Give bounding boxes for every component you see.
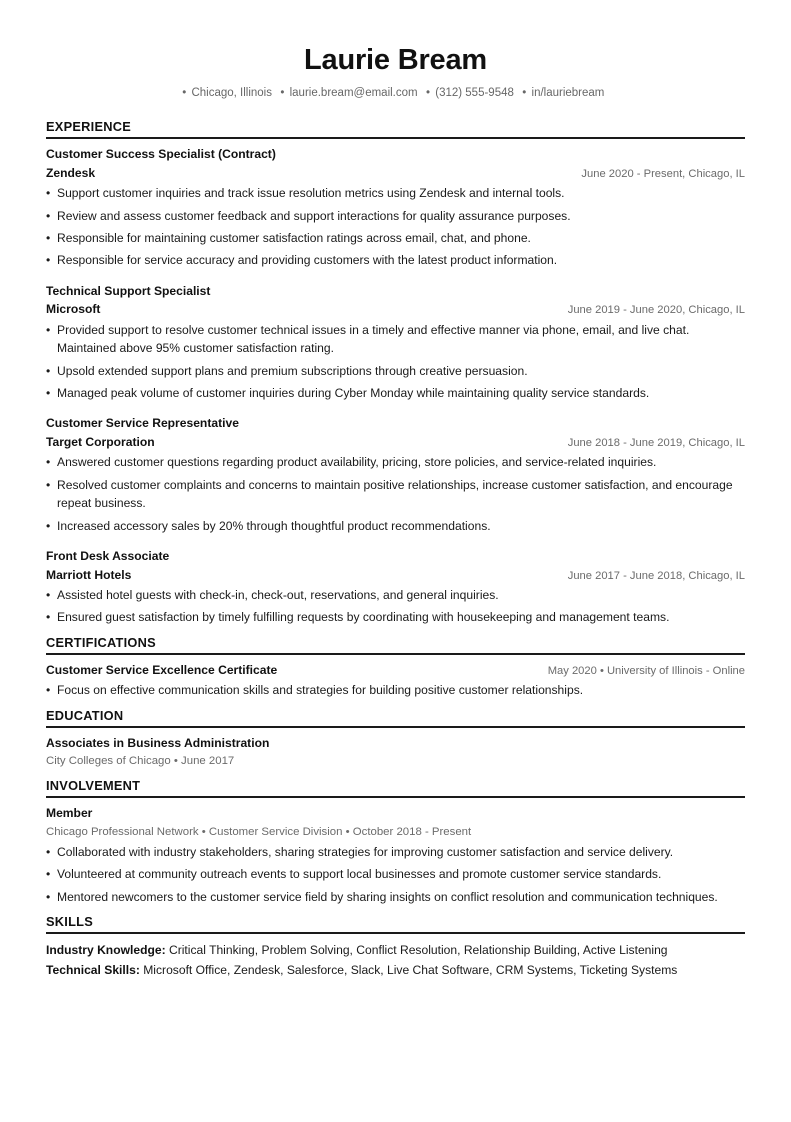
resume-entry — [46, 548, 745, 627]
contact-bullet-icon: • — [182, 87, 190, 100]
contact-bullet-icon: • — [426, 87, 434, 100]
entry-bullet-list — [46, 586, 745, 627]
section-title-certifications: CERTIFICATIONS — [46, 635, 745, 655]
resume-entry — [46, 283, 745, 403]
entry-organization: Target Corporation — [46, 434, 155, 449]
entry-bullet-list — [46, 843, 745, 906]
skill-category-label: Industry Knowledge: — [46, 943, 166, 958]
entry-title: Customer Success Specialist (Contract) — [46, 147, 276, 162]
skill-category-label: Technical Skills: — [46, 962, 140, 977]
bullet-item: • Review and assess customer feedback and support interactions for quality assurance purposes. — [46, 207, 745, 225]
bullet-item: • Focus on effective communication skills and strategies for building positive customer relationships. — [46, 681, 745, 699]
entry-bullet-list — [46, 184, 745, 270]
resume-entry — [46, 146, 745, 270]
skills-lines — [46, 941, 745, 980]
entry-date-location: May 2020 • University of Illinois - Online — [547, 664, 745, 677]
section-experience — [46, 119, 745, 627]
entry-date-location: June 2020 - Present, Chicago, IL — [581, 167, 745, 180]
entry-subtitle: City Colleges of Chicago • June 2017 — [46, 755, 235, 768]
entry-title: Customer Service Representative — [46, 416, 239, 431]
section-skills — [46, 914, 745, 980]
entry-bullet-list — [46, 681, 745, 699]
resume-entry — [46, 415, 745, 535]
education-entries — [46, 735, 745, 771]
bullet-item: • Assisted hotel guests with check-in, check-out, reservations, and general inquiries. — [46, 586, 745, 604]
entry-organization: Zendesk — [46, 165, 96, 180]
entry-date-location: June 2018 - June 2019, Chicago, IL — [567, 436, 745, 449]
bullet-item: • Provided support to resolve customer technical issues in a timely and effective manner via phone, email, and live chat. Maintained above 95% customer satisfaction rating. — [46, 321, 745, 358]
section-title-experience: EXPERIENCE — [46, 119, 745, 139]
bullet-item: • Managed peak volume of customer inquiries during Cyber Monday while maintaining quality service standards. — [46, 384, 745, 402]
entry-org-row — [46, 662, 745, 680]
bullet-item: • Volunteered at community outreach events to support local businesses and promote customer service standards. — [46, 865, 745, 883]
bullet-item: • Collaborated with industry stakeholders, sharing strategies for improving customer satisfaction and service delivery. — [46, 843, 745, 861]
resume-entry — [46, 662, 745, 700]
entry-subtitle: Chicago Professional Network • Customer Service Division • October 2018 - Present — [46, 825, 472, 838]
contact-bullet-icon: • — [280, 87, 288, 100]
section-education — [46, 708, 745, 771]
bullet-item: • Responsible for maintaining customer satisfaction ratings across email, chat, and phone. — [46, 229, 745, 247]
resume-header — [46, 44, 745, 101]
bullet-item: • Support customer inquiries and track issue resolution metrics using Zendesk and internal tools. — [46, 184, 745, 202]
entry-title: Associates in Business Administration — [46, 735, 270, 750]
entry-organization: Marriott Hotels — [46, 567, 132, 582]
entry-title: Technical Support Specialist — [46, 283, 211, 298]
entry-date-location: June 2019 - June 2020, Chicago, IL — [567, 304, 745, 317]
section-certifications — [46, 635, 745, 700]
section-title-education: EDUCATION — [46, 708, 745, 728]
involvement-entries — [46, 805, 745, 906]
bullet-item: • Upsold extended support plans and premium subscriptions through creative persuasion. — [46, 362, 745, 380]
entry-bullet-list — [46, 321, 745, 403]
entry-organization: Microsoft — [46, 302, 101, 317]
skill-values: Microsoft Office, Zendesk, Salesforce, Slack, Live Chat Software, CRM Systems, Ticketing Systems — [139, 962, 678, 977]
contact-item[interactable]: in/lauriebream — [531, 87, 611, 100]
bullet-item: • Answered customer questions regarding product availability, pricing, store policies, and service-related inquiries. — [46, 453, 745, 471]
skill-line — [46, 941, 745, 961]
skill-line — [46, 961, 745, 981]
contact-item[interactable]: (312) 555-9548 — [435, 87, 521, 100]
entry-org-row — [46, 434, 745, 452]
bullet-item: • Ensured guest satisfaction by timely fulfilling requests by coordinating with housekeeping and management teams. — [46, 608, 745, 626]
certification-entries — [46, 662, 745, 700]
section-title-involvement: INVOLVEMENT — [46, 778, 745, 798]
experience-entries — [46, 146, 745, 627]
resume-entry — [46, 805, 745, 906]
entry-org-row — [46, 165, 745, 183]
section-title-skills: SKILLS — [46, 914, 745, 934]
entry-org-row — [46, 567, 745, 585]
entry-org-row — [46, 301, 745, 319]
candidate-name: Laurie Bream — [304, 44, 487, 76]
contact-line — [46, 86, 745, 101]
entry-title: Member — [46, 806, 93, 821]
contact-item[interactable]: laurie.bream@email.com — [289, 87, 424, 100]
section-involvement — [46, 778, 745, 906]
bullet-item: • Mentored newcomers to the customer service field by sharing insights on conflict resolution and communication techniques. — [46, 888, 745, 906]
entry-date-location: June 2017 - June 2018, Chicago, IL — [567, 569, 745, 582]
entry-title: Front Desk Associate — [46, 548, 170, 563]
entry-organization: Customer Service Excellence Certificate — [46, 662, 278, 677]
bullet-item: • Resolved customer complaints and concerns to maintain positive relationships, increase customer satisfaction, and encourage repeat business. — [46, 476, 745, 513]
skill-values: Critical Thinking, Problem Solving, Conflict Resolution, Relationship Building, Active Listening — [165, 943, 668, 958]
contact-bullet-icon: • — [522, 87, 530, 100]
bullet-item: • Responsible for service accuracy and providing customers with the latest product information. — [46, 251, 745, 269]
bullet-item: • Increased accessory sales by 20% through thoughtful product recommendations. — [46, 517, 745, 535]
resume-entry — [46, 735, 745, 771]
entry-bullet-list — [46, 453, 745, 535]
contact-item[interactable]: Chicago, Illinois — [191, 87, 279, 100]
